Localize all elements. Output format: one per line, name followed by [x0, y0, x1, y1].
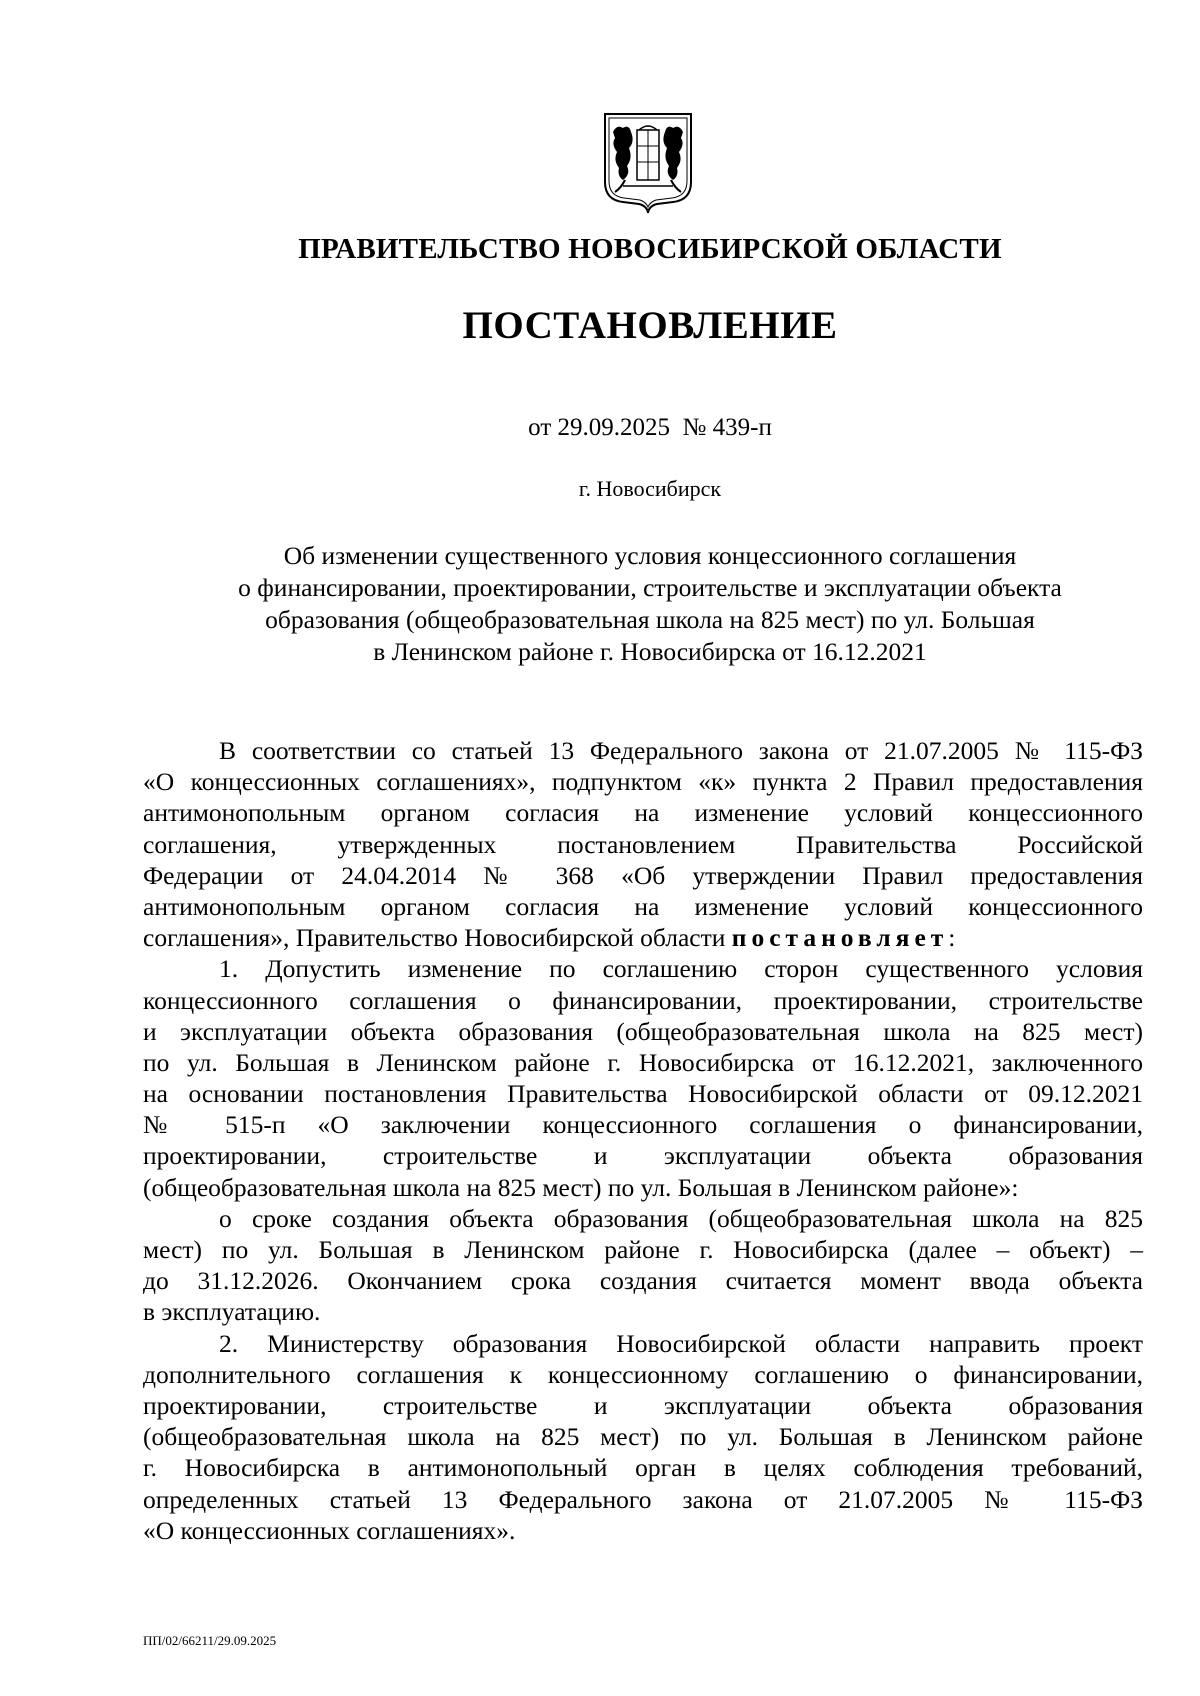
- preamble-line: В соответствии со статьей 13 Федерального закона от 21.07.2005 № 115-ФЗ: [219, 736, 1143, 765]
- preamble-line: соглашения, утвержденных постановлением Правительства Российской: [143, 829, 1143, 859]
- item1-line: на основании постановления Правительства Новосибирской области от 09.12.2021: [143, 1079, 1143, 1109]
- item2-line: проектировании, строительстве и эксплуатации объекта образования: [143, 1390, 1143, 1420]
- preamble-last-prefix: соглашения», Правительство Новосибирской области: [143, 923, 732, 953]
- preamble-line: «О концессионных соглашениях», подпунктом «к» пункта 2 Правил предоставления: [143, 767, 1143, 797]
- document-date-number: от 29.09.2025 № 439-п: [528, 414, 772, 441]
- item1-line: концессионного соглашения о финансировании, проектировании, строительстве: [143, 985, 1143, 1015]
- preamble-line: антимонопольным органом согласия на изменение условий концессионного: [143, 798, 1143, 828]
- item1-line: 1. Допустить изменение по соглашению сторон существенного условия: [219, 954, 1143, 984]
- subject-line: о финансировании, проектировании, строительстве и эксплуатации объекта: [238, 573, 1062, 602]
- item2-line: (общеобразовательная школа на 825 мест) по ул. Большая в Ленинском районе: [143, 1422, 1143, 1452]
- item2-line: дополнительного соглашения к концессионному соглашению о финансировании,: [143, 1359, 1143, 1389]
- decree-colon: :: [948, 923, 956, 953]
- subject-line: Об изменении существенного условия концессионного соглашения: [283, 541, 1017, 570]
- item2-line: определенных статьей 13 Федерального закона от 21.07.2005 № 115-ФЗ: [143, 1484, 1143, 1514]
- item1-sub-line: в эксплуатацию.: [143, 1297, 321, 1327]
- organization-title: ПРАВИТЕЛЬСТВО НОВОСИБИРСКОЙ ОБЛАСТИ: [298, 233, 1002, 265]
- item1-sub-line: до 31.12.2026. Окончанием срока создания считается момент ввода объекта: [143, 1266, 1143, 1296]
- issuing-city: г. Новосибирск: [578, 476, 722, 501]
- item1-line: (общеобразовательная школа на 825 мест) по ул. Большая в Ленинском районе»:: [143, 1172, 1019, 1202]
- item1-line: проектировании, строительстве и эксплуатации объекта образования: [143, 1141, 1143, 1171]
- item1-line: и эксплуатации объекта образования (общеобразовательная школа на 825 мест): [143, 1016, 1143, 1046]
- item1-sub-line: мест) по ул. Большая в Ленинском районе г. Новосибирска (далее – объект) –: [143, 1235, 1143, 1264]
- preamble-line: Федерации от 24.04.2014 № 368 «Об утверждении Правил предоставления: [143, 860, 1143, 890]
- item2-line: 2. Министерству образования Новосибирской области направить проект: [219, 1328, 1143, 1358]
- item2-line: г. Новосибирска в антимонопольный орган в целях соблюдения требований,: [143, 1453, 1143, 1483]
- document-code: ПП/02/66211/29.09.2025: [143, 1633, 277, 1648]
- subject-line: в Ленинском районе г. Новосибирска от 16.12.2021: [373, 637, 927, 666]
- item1-line: № 515-п «О заключении концессионного соглашения о финансировании,: [143, 1110, 1143, 1140]
- coat-of-arms-icon: [603, 112, 693, 214]
- document-type-heading: ПОСТАНОВЛЕНИЕ: [462, 304, 838, 347]
- preamble-last-line: [143, 922, 1143, 953]
- item2-line: «О концессионных соглашениях».: [143, 1515, 516, 1545]
- subject-line: образования (общеобразовательная школа на 825 мест) по ул. Большая: [265, 605, 1035, 634]
- decree-word: постановляет: [731, 923, 949, 953]
- item1-line: по ул. Большая в Ленинском районе г. Новосибирска от 16.12.2021, заключенного: [143, 1047, 1143, 1077]
- document-subject: [0, 540, 1200, 668]
- preamble-line: антимонопольным органом согласия на изменение условий концессионного: [143, 891, 1143, 921]
- item1-sub-line: о сроке создания объекта образования (общеобразовательная школа на 825: [219, 1203, 1143, 1233]
- document-body: [143, 735, 1143, 1546]
